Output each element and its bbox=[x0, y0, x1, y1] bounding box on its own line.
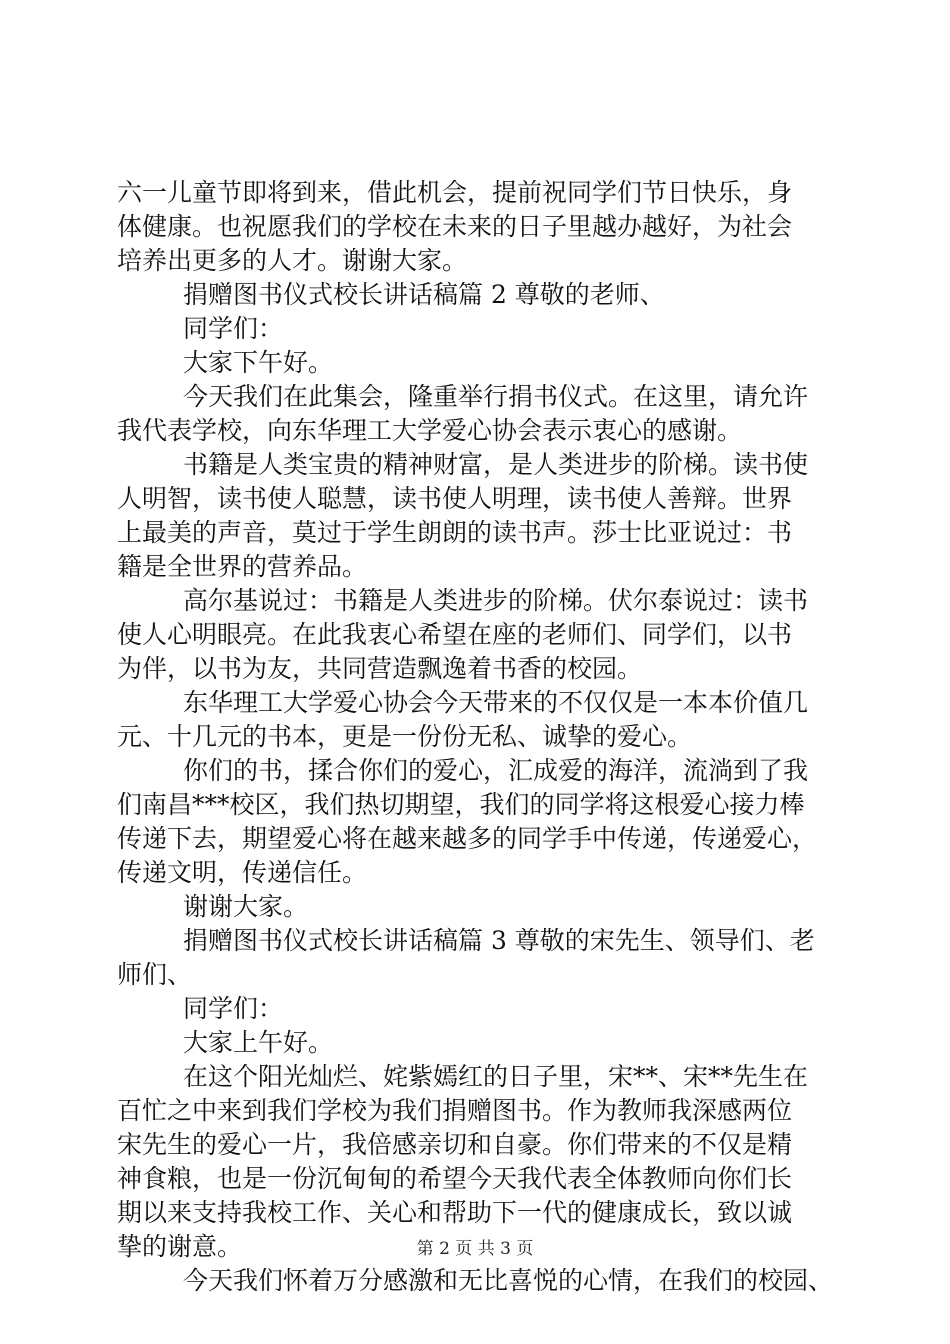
text-line: 培养出更多的人才。谢谢大家。 bbox=[117, 246, 468, 275]
section-heading-line: 捐赠图书仪式校长讲话稿篇 2 尊敬的老师、 bbox=[183, 280, 665, 309]
salutation-line: 同学们： bbox=[183, 994, 284, 1023]
text-line: 人明智，读书使人聪慧，读书使人明理，读书使人善辩。世界 bbox=[117, 484, 793, 513]
text-line: 为伴，以书为友，共同营造飘逸着书香的校园。 bbox=[117, 654, 643, 683]
page-footer bbox=[0, 1238, 950, 1260]
paragraph-first-line: 书籍是人类宝贵的精神财富，是人类进步的阶梯。读书使 bbox=[183, 450, 809, 479]
text-line: 挚的谢意。 bbox=[117, 1232, 243, 1261]
section-heading-line: 捐赠图书仪式校长讲话稿篇 3 尊敬的宋先生、领导们、老 bbox=[183, 926, 815, 955]
text-line: 体健康。也祝愿我们的学校在未来的日子里越办越好，为社会 bbox=[117, 212, 793, 241]
greeting-line: 大家上午好。 bbox=[183, 1028, 334, 1057]
paragraph-first-line: 高尔基说过：书籍是人类进步的阶梯。伏尔泰说过：读书 bbox=[183, 586, 809, 615]
text-line: 元、十几元的书本，更是一份份无私、诚挚的爱心。 bbox=[117, 722, 693, 751]
salutation-line: 同学们： bbox=[183, 314, 284, 343]
greeting-line: 大家下午好。 bbox=[183, 348, 334, 377]
text-line: 六一儿童节即将到来，借此机会，提前祝同学们节日快乐，身 bbox=[117, 178, 793, 207]
text-line: 师们、 bbox=[117, 960, 193, 989]
closing-line: 谢谢大家。 bbox=[183, 892, 309, 921]
paragraph-first-line: 东华理工大学爱心协会今天带来的不仅仅是一本本价值几 bbox=[183, 688, 809, 717]
text-line: 使人心明眼亮。在此我衷心希望在座的老师们、同学们，以书 bbox=[117, 620, 793, 649]
page-number-label: 第 2 页 共 3 页 bbox=[416, 1239, 534, 1259]
text-line: 我代表学校，向东华理工大学爱心协会表示衷心的感谢。 bbox=[117, 416, 743, 445]
document-body bbox=[117, 176, 842, 1298]
paragraph-first-line: 在这个阳光灿烂、姹紫嫣红的日子里，宋**、宋**先生在 bbox=[183, 1062, 809, 1091]
text-line: 神食粮，也是一份沉甸甸的希望今天我代表全体教师向你们长 bbox=[117, 1164, 793, 1193]
paragraph-first-line: 你们的书，揉合你们的爱心，汇成爱的海洋，流淌到了我 bbox=[183, 756, 809, 785]
text-line: 籍是全世界的营养品。 bbox=[117, 552, 368, 581]
text-line: 百忙之中来到我们学校为我们捐赠图书。作为教师我深感两位 bbox=[117, 1096, 793, 1125]
text-line: 期以来支持我校工作、关心和帮助下一代的健康成长，致以诚 bbox=[117, 1198, 793, 1227]
text-line: 上最美的声音，莫过于学生朗朗的读书声。莎士比亚说过：书 bbox=[117, 518, 793, 547]
text-line: 们南昌***校区，我们热切期望，我们的同学将这根爱心接力棒 bbox=[117, 790, 805, 819]
text-line: 传递文明，传递信任。 bbox=[117, 858, 368, 887]
text-line: 传递下去，期望爱心将在越来越多的同学手中传递，传递爱心， bbox=[117, 824, 818, 853]
paragraph-first-line: 今天我们怀着万分感激和无比喜悦的心情，在我们的校园、 bbox=[183, 1266, 834, 1295]
paragraph-first-line: 今天我们在此集会，隆重举行捐书仪式。在这里，请允许 bbox=[183, 382, 809, 411]
text-line: 宋先生的爱心一片，我倍感亲切和自豪。你们带来的不仅是精 bbox=[117, 1130, 793, 1159]
